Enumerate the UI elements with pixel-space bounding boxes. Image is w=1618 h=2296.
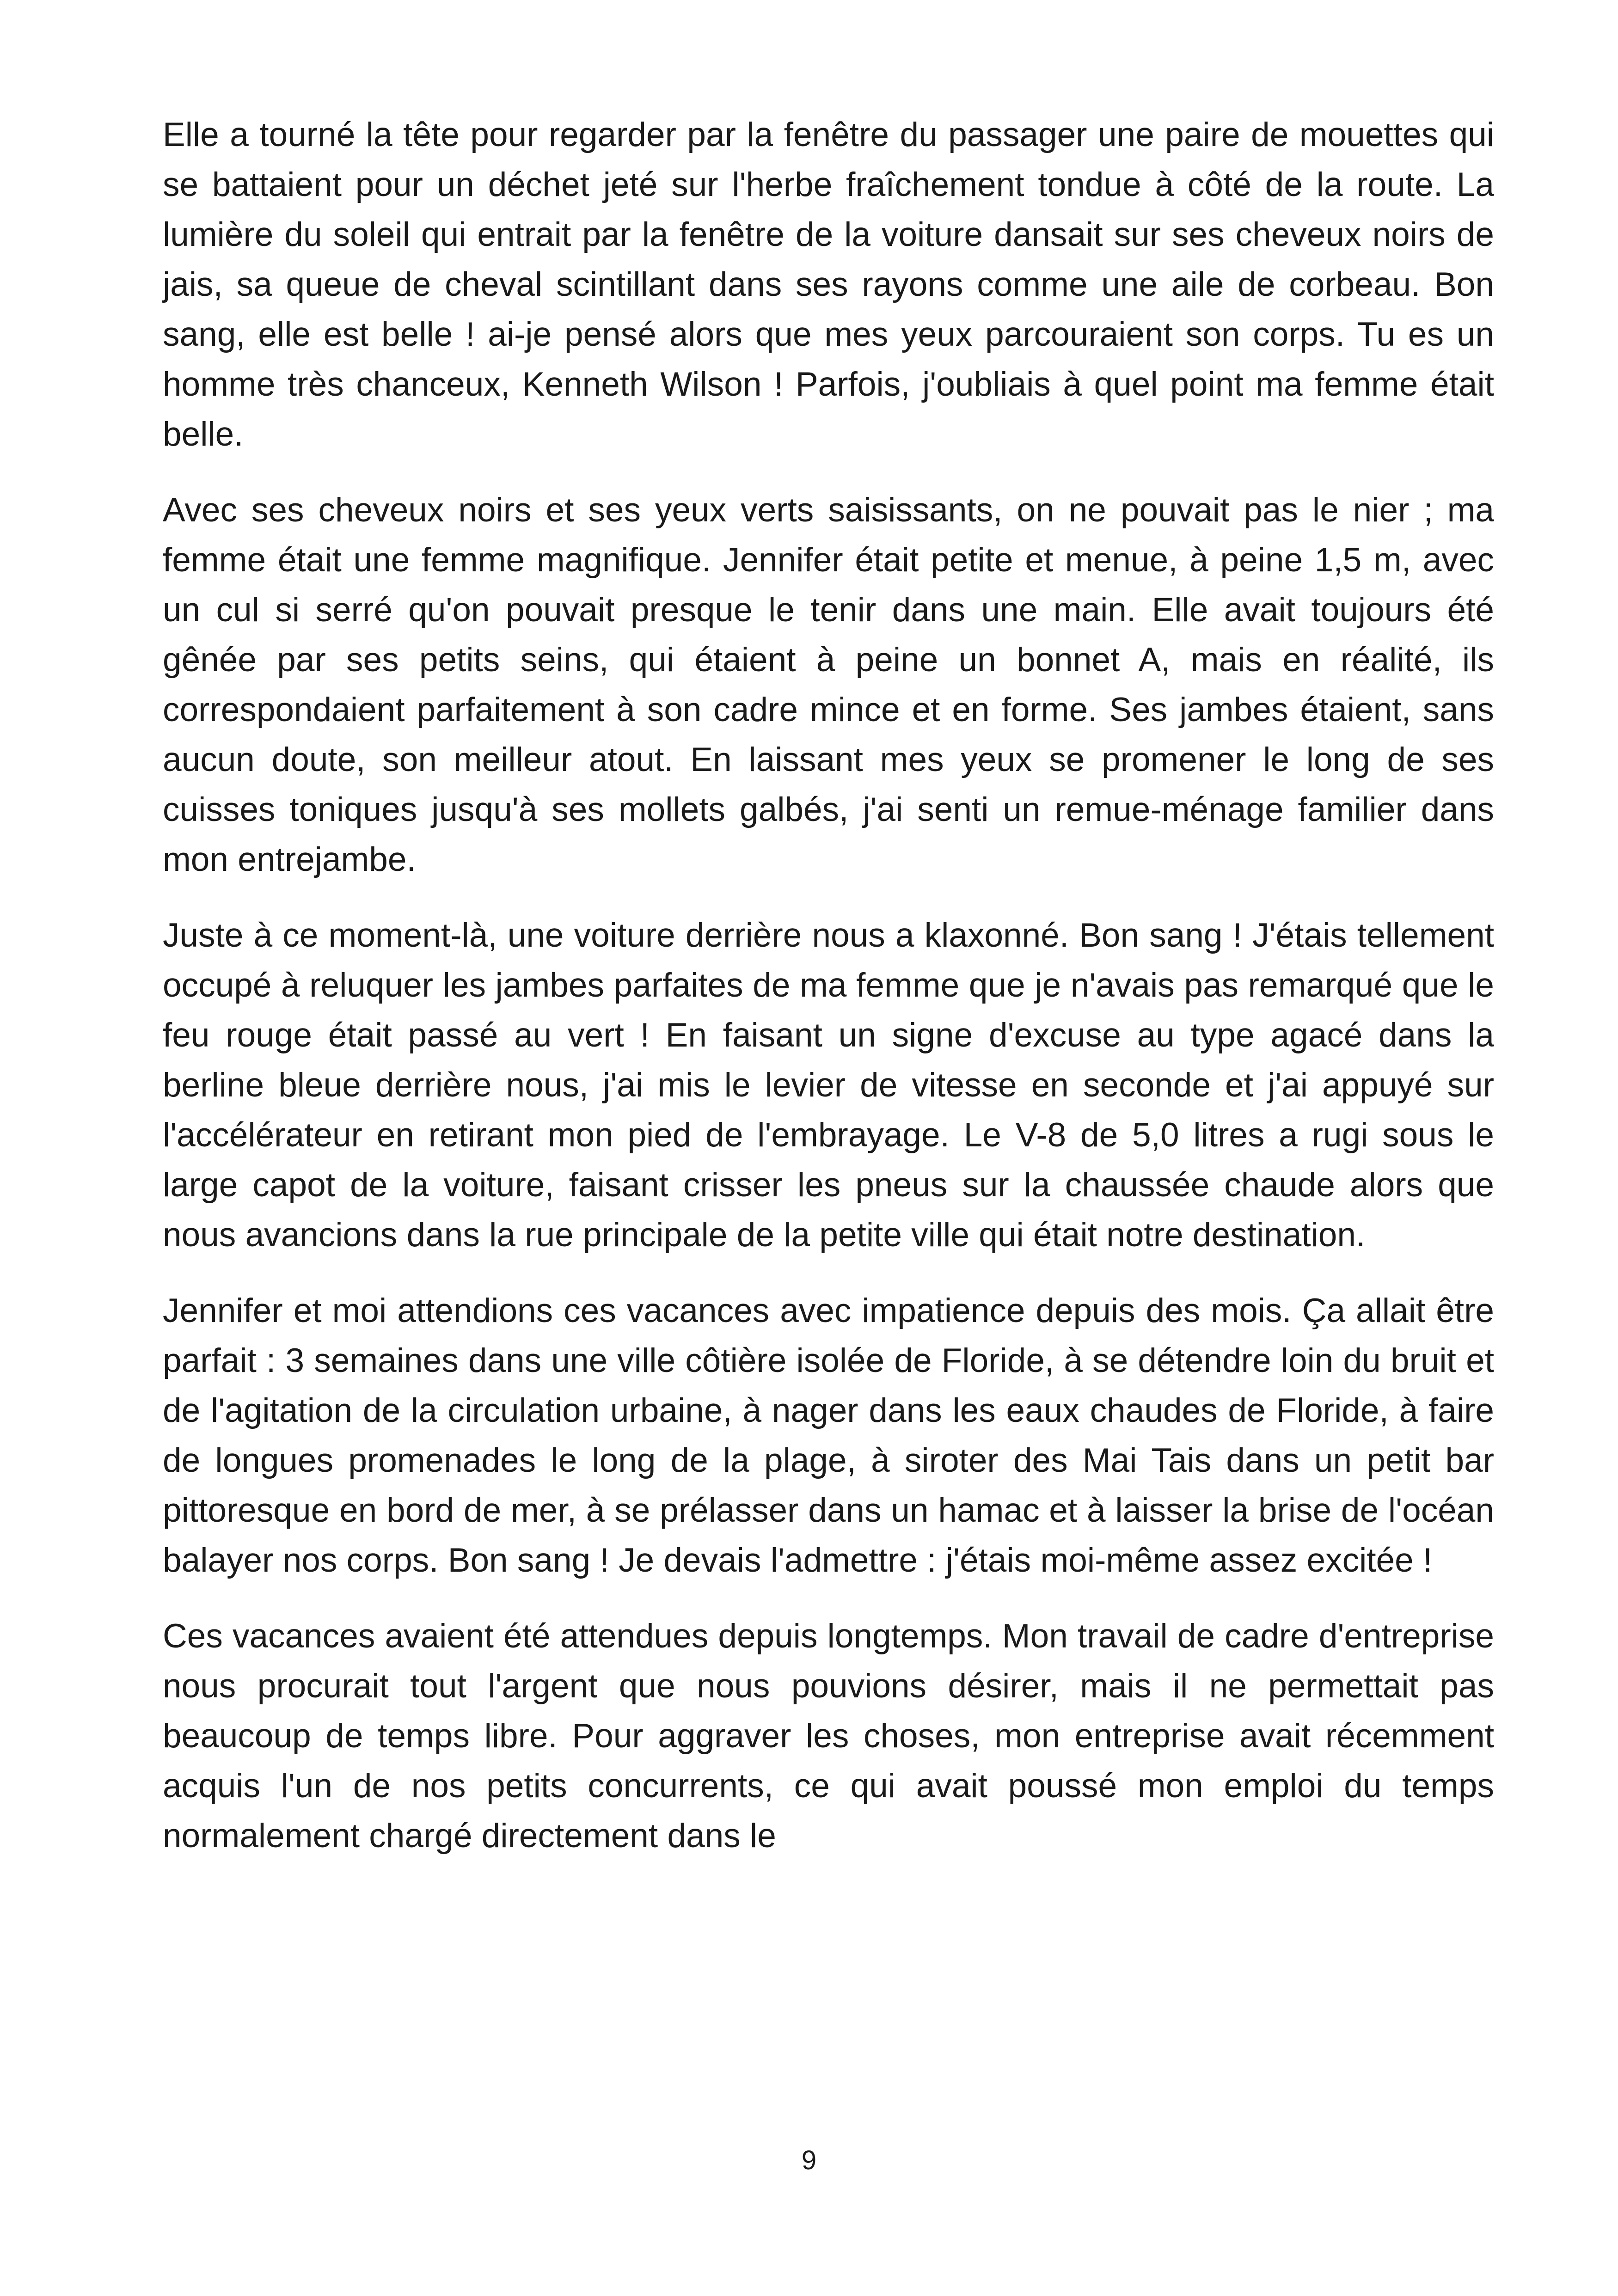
paragraph-4: Jennifer et moi attendions ces vacances avec impatience depuis des mois. Ça allait être parfait : 3 semaines dans une ville côtière isolée de Floride, à se détendre loin du bruit et de l'agitation de la circulation urbaine, à nager dans les eaux chaudes de Floride, à faire de longues promenades le long de la plage, à siroter des Mai Tais dans un petit bar pittoresque en bord de mer, à se prélasser dans un hamac et à laisser la brise de l'océan balayer nos corps. Bon sang ! Je devais l'admettre : j'étais moi-même assez excitée !	[163, 1292, 1494, 1579]
paragraph-1: Elle a tourné la tête pour regarder par la fenêtre du passager une paire de mouettes qui se battaient pour un déchet jeté sur l'herbe fraîchement tondue à côté de la route. La lumière du soleil qui entrait par la fenêtre de la voiture dansait sur ses cheveux noirs de jais, sa queue de cheval scintillant dans ses rayons comme une aile de corbeau. Bon sang, elle est belle ! ai-je pensé alors que mes yeux parcouraient son corps. Tu es un homme très chanceux, Kenneth Wilson ! Parfois, j'oubliais à quel point ma femme était belle.	[163, 116, 1494, 453]
page-number: 9	[801, 2145, 817, 2175]
body-text	[163, 110, 1494, 1887]
paragraph-5: Ces vacances avaient été attendues depuis longtemps. Mon travail de cadre d'entreprise nous procurait tout l'argent que nous pouvions désirer, mais il ne permettait pas beaucoup de temps libre. Pour aggraver les choses, mon entreprise avait récemment acquis l'un de nos petits concurrents, ce qui avait poussé mon emploi du temps normalement chargé directement dans le	[163, 1617, 1494, 1855]
paragraph-3: Juste à ce moment-là, une voiture derrière nous a klaxonné. Bon sang ! J'étais tellement occupé à reluquer les jambes parfaites de ma femme que je n'avais pas remarqué que le feu rouge était passé au vert ! En faisant un signe d'excuse au type agacé dans la berline bleue derrière nous, j'ai mis le levier de vitesse en seconde et j'ai appuyé sur l'accélérateur en retirant mon pied de l'embrayage. Le V-8 de 5,0 litres a rugi sous le large capot de la voiture, faisant crisser les pneus sur la chaussée chaude alors que nous avancions dans la rue principale de la petite ville qui était notre destination.	[163, 917, 1494, 1254]
paragraph-2: Avec ses cheveux noirs et ses yeux verts saisissants, on ne pouvait pas le nier ; ma femme était une femme magnifique. Jennifer était petite et menue, à peine 1,5 m, avec un cul si serré qu'on pouvait presque le tenir dans une main. Elle avait toujours été gênée par ses petits seins, qui étaient à peine un bonnet A, mais en réalité, ils correspondaient parfaitement à son cadre mince et en forme. Ses jambes étaient, sans aucun doute, son meilleur atout. En laissant mes yeux se promener le long de ses cuisses toniques jusqu'à ses mollets galbés, j'ai senti un remue-ménage familier dans mon entrejambe.	[163, 491, 1494, 878]
